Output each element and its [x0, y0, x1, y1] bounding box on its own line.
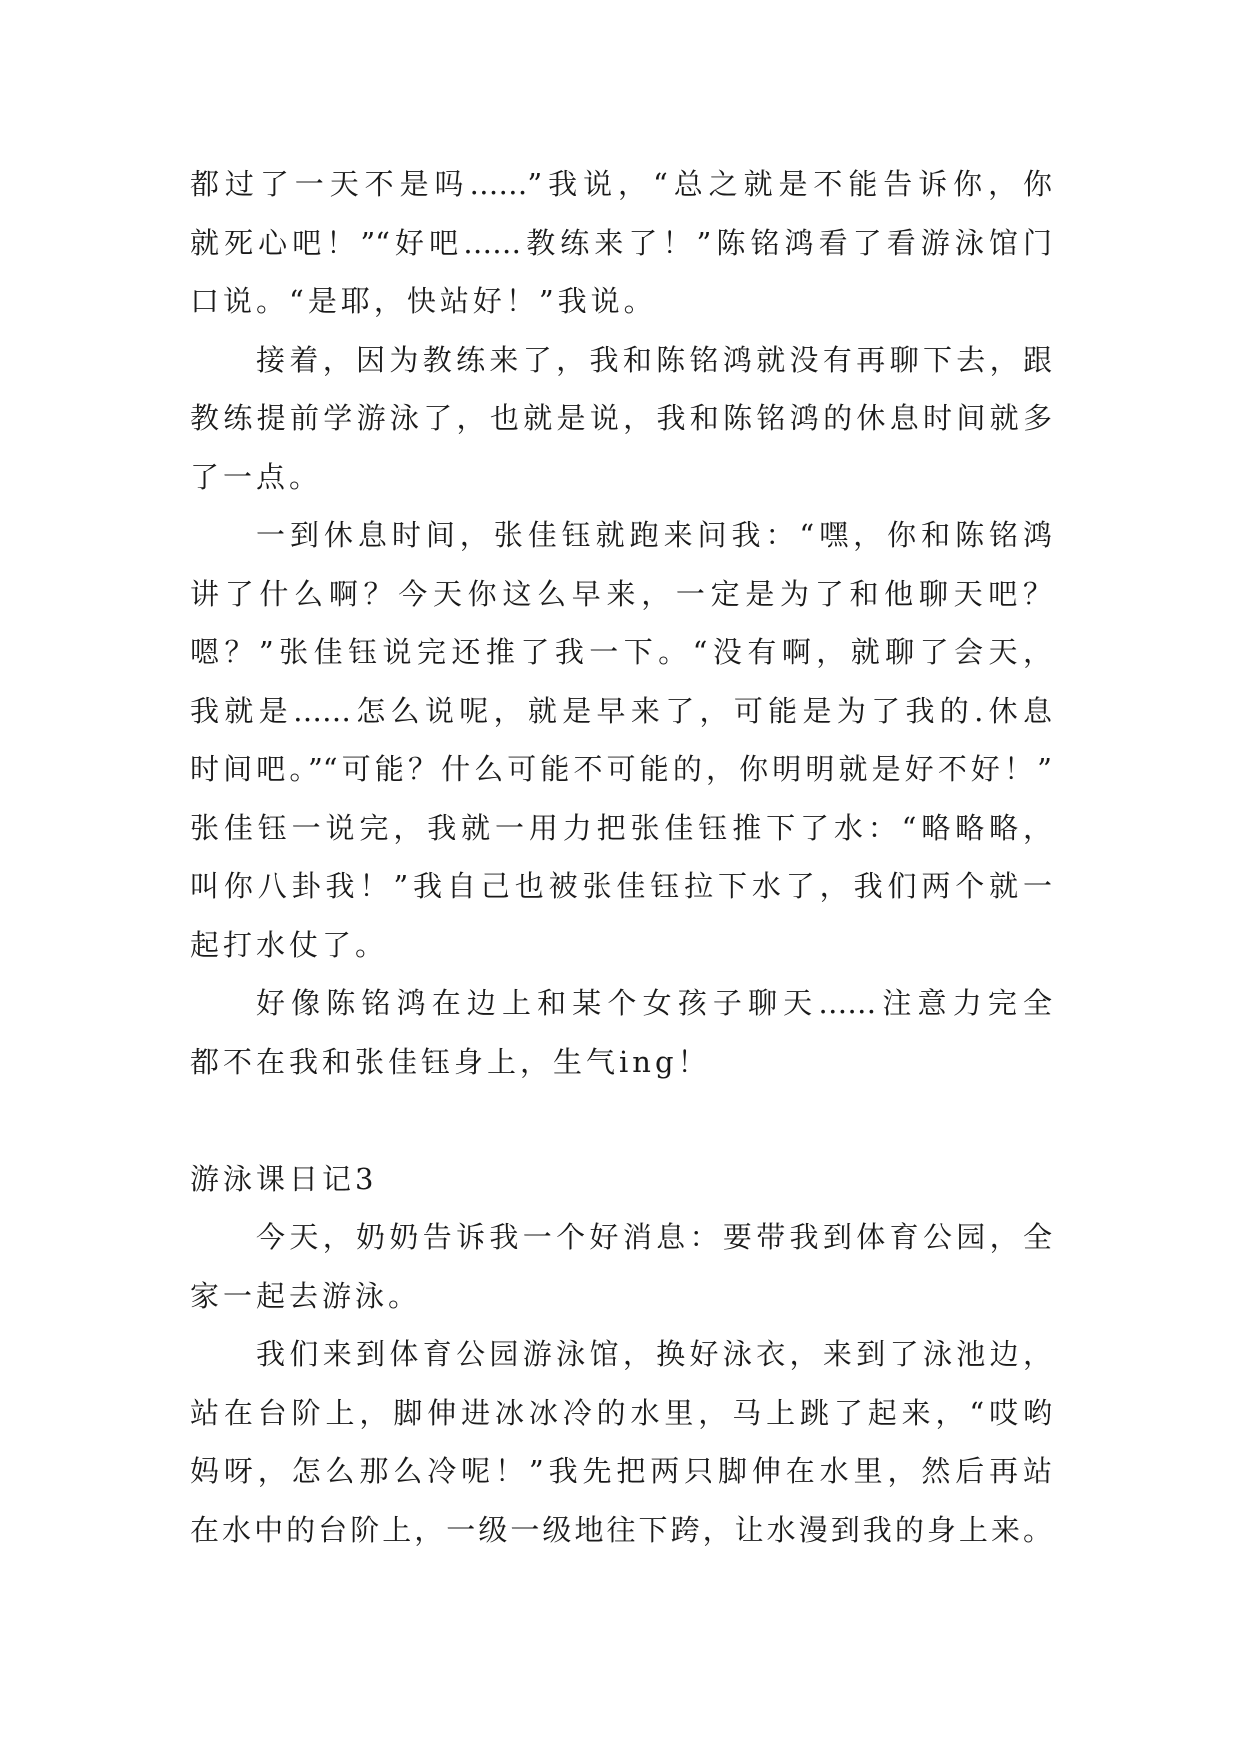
text-line: 嗯？”张佳钰说完还推了我一下。“没有啊，就聊了会天， — [190, 635, 1052, 669]
text-line: 家一起去游泳。 — [190, 1278, 422, 1313]
paragraph — [190, 331, 1052, 507]
text-line: 就死心吧！”“好吧……教练来了！”陈铭鸿看了看游泳馆门 — [190, 225, 1052, 260]
text-line: 张佳钰一说完，我就一用力把张佳钰推下了水：“略略略， — [190, 810, 1052, 845]
text-line: 都不在我和张佳钰身上，生气ing！ — [190, 1044, 711, 1079]
text-line: 妈呀，怎么那么冷呢！”我先把两只脚伸在水里，然后再站 — [190, 1454, 1052, 1488]
text-line: 讲了什么啊？今天你这么早来，一定是为了和他聊天吧？ — [190, 576, 1052, 611]
text-line: 时间吧。”“可能？什么可能不可能的，你明明就是好不好！” — [190, 752, 1052, 786]
paragraph — [190, 506, 1052, 974]
paragraph — [190, 1325, 1052, 1559]
blank-line — [190, 1091, 1052, 1150]
text-line: 教练提前学游泳了，也就是说，我和陈铭鸿的休息时间就多 — [190, 401, 1052, 435]
paragraph — [190, 974, 1052, 1091]
text-line: 起打水仗了。 — [190, 927, 389, 962]
text-line: 口说。“是耶，快站好！”我说。 — [190, 284, 657, 318]
section-heading: 游泳课日记3 — [190, 1161, 378, 1196]
text-line: 了一点。 — [190, 459, 323, 494]
text-line: 在水中的台阶上，一级一级地往下跨，让水漫到我的身上来。 — [190, 1512, 1052, 1547]
paragraph — [190, 1208, 1052, 1325]
text-line: 都过了一天不是吗……”我说，“总之就是不能告诉你，你 — [190, 167, 1052, 201]
document-page — [190, 155, 1052, 1559]
text-line: 好像陈铭鸿在边上和某个女孩子聊天……注意力完全 — [256, 986, 1052, 1020]
text-line: 站在台阶上，脚伸进冰冰冷的水里，马上跳了起来，“哎哟 — [190, 1395, 1052, 1430]
paragraph — [190, 155, 1052, 331]
text-line: 叫你八卦我！”我自己也被张佳钰拉下水了，我们两个就一 — [190, 869, 1052, 903]
text-line: 今天，奶奶告诉我一个好消息：要带我到体育公园，全 — [256, 1220, 1052, 1254]
text-line: 接着，因为教练来了，我和陈铭鸿就没有再聊下去，跟 — [256, 342, 1052, 377]
text-line: 我就是……怎么说呢，就是早来了，可能是为了我的.休息 — [190, 693, 1052, 728]
text-line: 一到休息时间，张佳钰就跑来问我：“嘿，你和陈铭鸿 — [256, 518, 1052, 552]
text-line: 我们来到体育公园游泳馆，换好泳衣，来到了泳池边， — [256, 1337, 1052, 1371]
